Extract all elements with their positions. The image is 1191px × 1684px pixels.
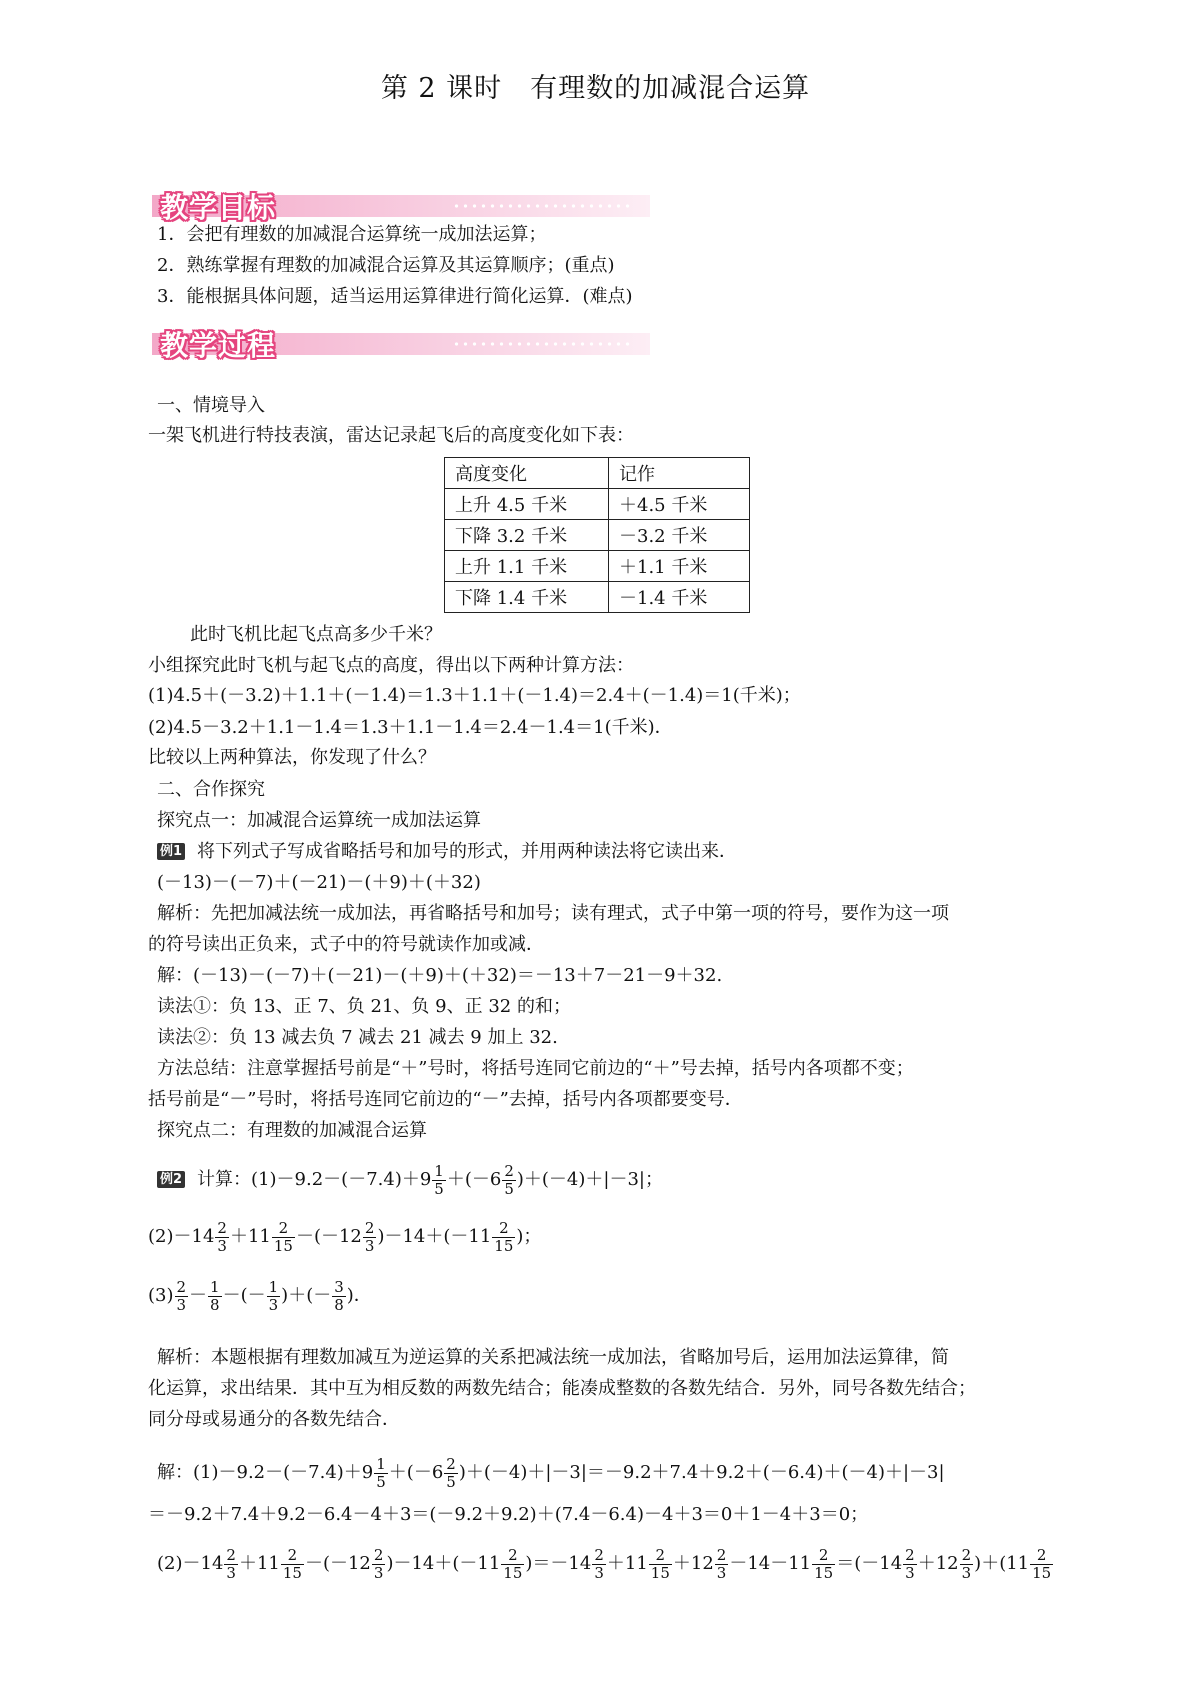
fraction: $\frac{2}{15}$: [814, 1545, 834, 1582]
banner-dots: [452, 203, 632, 209]
fraction: $\frac{2}{5}$: [446, 1454, 456, 1491]
expr-part: －14－11: [729, 1553, 812, 1574]
example-tag: 例1: [157, 843, 185, 860]
objective-item: 1．会把有理数的加减混合运算统一成加法运算；: [157, 224, 547, 245]
table-header: 高度变化: [445, 458, 609, 489]
expr-part: )＋(－: [281, 1285, 332, 1306]
fraction: $\frac{2}{15}$: [503, 1545, 523, 1582]
fraction: $\frac{1}{5}$: [434, 1161, 444, 1198]
expr-part: )＋(－4)＋|－3|＝－9.2＋7.4＋9.2＋(－6.4)＋(－4)＋|－3|: [458, 1462, 945, 1483]
expr-part: )－14＋(－11: [377, 1226, 492, 1247]
point-heading: 探究点一：加减混合运算统一成加法运算: [157, 810, 481, 831]
expr-part: )＝－14: [525, 1553, 592, 1574]
analysis-line: 解析：本题根据有理数加减互为逆运算的关系把减法统一成加法，省略加号后，运用加法运算律，简: [157, 1347, 949, 1368]
solution-1-line-2: ＝－9.2＋7.4＋9.2－6.4－4＋3＝(－9.2＋9.2)＋(7.4－6.4)－4＋3＝0＋1－4＋3＝0；: [148, 1504, 869, 1525]
expr-part: (2)－14: [157, 1553, 224, 1574]
example-1-prompt: [157, 840, 737, 864]
fraction: $\frac{2}{15}$: [282, 1545, 302, 1582]
table-cell: 下降 1.4 千米: [445, 582, 609, 613]
fraction: $\frac{2}{3}$: [716, 1545, 727, 1582]
fraction: $\frac{2}{5}$: [504, 1161, 514, 1198]
method-2: (2)4.5－3.2＋1.1－1.4＝1.3＋1.1－1.4＝2.4－1.4＝1(千米)．: [148, 717, 673, 738]
expr-part: ＋11: [238, 1553, 280, 1574]
table-cell: 上升 4.5 千米: [445, 489, 609, 520]
table-cell: －3.2 千米: [609, 520, 750, 551]
expr-part: ＋(－6: [446, 1169, 502, 1190]
table-header: 记作: [609, 458, 750, 489]
table-row: [445, 551, 750, 582]
table-header-row: [445, 458, 750, 489]
analysis-line: 解析：先把加减法统一成加法，再省略括号和加号；读有理式，式子中第一项的符号，要作为这一项: [157, 903, 949, 924]
reading-2: 读法②：负 13 减去负 7 减去 21 减去 9 加上 32.: [157, 1027, 558, 1048]
solution-1-line-1: [157, 1453, 945, 1493]
objective-item: 2．熟练掌握有理数的加减混合运算及其运算顺序；(重点): [157, 255, 615, 276]
fraction: $\frac{2}{3}$: [905, 1545, 915, 1582]
expr-part: )＋(－4)＋|－3|；: [516, 1169, 663, 1190]
expr-part: )．: [346, 1285, 372, 1306]
intro-text: 一架飞机进行特技表演，雷达记录起飞后的高度变化如下表：: [148, 425, 634, 446]
example-tag: 例2: [157, 1171, 185, 1188]
expr-part: －: [189, 1285, 208, 1306]
fraction: $\frac{2}{3}$: [226, 1545, 236, 1582]
expr-part: ＋11: [229, 1226, 271, 1247]
expr-part: ＋(－6: [388, 1462, 444, 1483]
table-cell: －1.4 千米: [609, 582, 750, 613]
table-row: [445, 582, 750, 613]
table-cell: ＋4.5 千米: [609, 489, 750, 520]
analysis-line: 同分母或易通分的各数先结合．: [148, 1409, 400, 1430]
fraction: $\frac{2}{3}$: [364, 1218, 375, 1255]
fraction: $\frac{2}{3}$: [176, 1277, 187, 1314]
point-heading: 探究点二：有理数的加减混合运算: [157, 1120, 427, 1141]
fraction: $\frac{2}{15}$: [494, 1218, 514, 1255]
summary-line: 方法总结：注意掌握括号前是“＋”号时，将括号连同它前边的“＋”号去掉，括号内各项都不变；: [157, 1058, 914, 1079]
expr-part: )＋(11: [974, 1553, 1030, 1574]
expr-part: ＋12: [672, 1553, 714, 1574]
section-banner-objectives: [152, 186, 650, 224]
example-2-q3: [148, 1276, 372, 1316]
fraction: $\frac{2}{3}$: [217, 1218, 227, 1255]
analysis-line: 化运算，求出结果．其中互为相反数的两数先结合；能凑成整数的各数先结合．另外，同号各数先结合；: [148, 1378, 976, 1399]
summary-line: 括号前是“－”号时，将括号连同它前边的“－”去掉，括号内各项都要变号．: [148, 1089, 743, 1110]
fraction: $\frac{2}{15}$: [273, 1218, 293, 1255]
table-row: [445, 489, 750, 520]
table-cell: ＋1.1 千米: [609, 551, 750, 582]
expr-part: 计算：(1)－9.2－(－7.4)＋9: [197, 1169, 432, 1190]
expr-part: ＋11: [606, 1553, 648, 1574]
body-line: 比较以上两种算法，你发现了什么？: [148, 747, 436, 768]
expr-part: 解：(1)－9.2－(－7.4)＋9: [157, 1462, 374, 1483]
section-banner-process: [152, 324, 650, 362]
example-1-expression: (－13)－(－7)＋(－21)－(＋9)＋(＋32): [157, 872, 481, 893]
fraction: $\frac{1}{3}$: [268, 1277, 279, 1314]
page-title: 第 2 课时 有理数的加减混合运算: [380, 73, 811, 104]
expr-part: －(－: [222, 1285, 266, 1306]
expr-part: －(－12: [295, 1226, 362, 1247]
table-row: [445, 520, 750, 551]
fraction: $\frac{3}{8}$: [334, 1277, 344, 1314]
solution-2-line-1: [157, 1544, 1054, 1584]
expr-part: (3): [148, 1285, 174, 1306]
objective-item: 3．能根据具体问题，适当运用运算律进行简化运算．(难点): [157, 286, 633, 307]
table-cell: 下降 3.2 千米: [445, 520, 609, 551]
analysis-line: 的符号读出正负来，式子中的符号就读作加或减．: [148, 934, 544, 955]
question-line: 此时飞机比起飞点高多少千米？: [190, 624, 442, 645]
expr-part: )－14＋(－11: [386, 1553, 501, 1574]
example-2-q2: [148, 1217, 541, 1257]
expr-part: )；: [516, 1226, 542, 1247]
table-cell: 上升 1.1 千米: [445, 551, 609, 582]
fraction: $\frac{1}{5}$: [376, 1454, 386, 1491]
body-line: 小组探究此时飞机与起飞点的高度，得出以下两种计算方法：: [148, 655, 634, 676]
method-1: (1)4.5＋(－3.2)＋1.1＋(－1.4)＝1.3＋1.1＋(－1.4)＝2.4＋(－1.4)＝1(千米)；: [148, 685, 801, 706]
section-heading: 二、合作探究: [157, 779, 265, 800]
fraction: $\frac{2}{15}$: [1032, 1545, 1052, 1582]
banner-dots: [452, 341, 632, 347]
fraction: $\frac{2}{3}$: [961, 1545, 972, 1582]
expr-part: ＋12: [917, 1553, 959, 1574]
reading-1: 读法①：负 13、正 7、负 21、负 9、正 32 的和；: [157, 996, 571, 1017]
intro-heading: 一、情境导入: [157, 395, 265, 416]
banner-label: 教学过程: [160, 329, 277, 362]
fraction: $\frac{2}{3}$: [594, 1545, 604, 1582]
expr-part: －(－12: [304, 1553, 371, 1574]
banner-label: 教学目标: [160, 191, 277, 224]
example-1-text: 将下列式子写成省略括号和加号的形式，并用两种读法将它读出来．: [197, 841, 738, 862]
example-2-q1: [157, 1160, 663, 1200]
fraction: $\frac{2}{15}$: [650, 1545, 670, 1582]
expr-part: (2)－14: [148, 1226, 215, 1247]
fraction: $\frac{1}{8}$: [210, 1277, 220, 1314]
fraction: $\frac{2}{3}$: [373, 1545, 384, 1582]
solution-line: 解：(－13)－(－7)＋(－21)－(＋9)＋(＋32)＝－13＋7－21－9＋32.: [157, 965, 723, 986]
altitude-table: [444, 457, 750, 613]
expr-part: ＝(－14: [836, 1553, 903, 1574]
